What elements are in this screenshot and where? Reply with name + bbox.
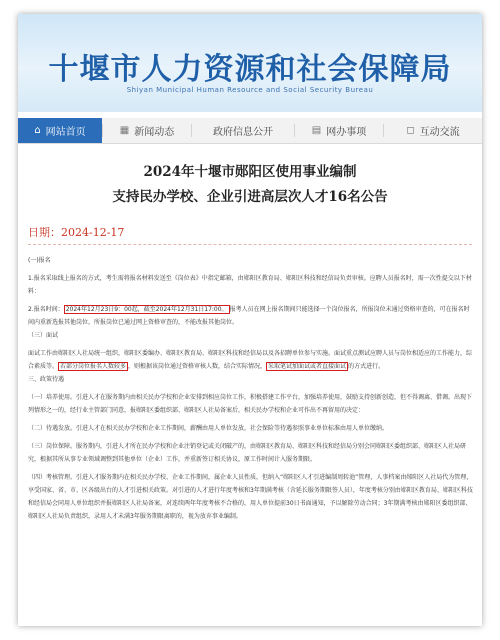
paragraph: [28, 303, 474, 329]
text-span: 2.报名时间：: [28, 306, 64, 313]
article-title-line1: 2024年十堰市郧阳区使用事业编制: [143, 164, 357, 180]
paragraph: （一）培养使用。引进人才在服务期内由相关民办学校和企业安排到相应岗位工作，积极搭建工作平台，加强培养使用，鼓励支持创新创造，但不得调离、借调。出现下列情形之一的，经行业主管部门同意，报郧阳区委组织部、郧阳区人社局备案后，相关民办学校和企业可作出不再留用的决定：: [28, 394, 473, 414]
page-frame: [18, 14, 482, 626]
main-nav: [18, 118, 482, 144]
nav-item-online-services[interactable]: [295, 118, 383, 143]
highlighted-phrase: 采取笔试加面试或者直接面试: [268, 363, 347, 370]
nav-label: 政府信息公开: [213, 127, 273, 138]
home-icon: ⌂: [34, 125, 41, 136]
paragraph: （二）待遇发放。引进人才在相关民办学校和企业工作期间，薪酬由用人单位发放，社会保险等待遇参照事业单位标准由用人单位缴纳。: [28, 425, 389, 432]
text-span: ，则根据该岗位通过资格审核人数，结合实际情况，: [128, 363, 267, 370]
article-body: [28, 254, 474, 523]
paragraph: 1.报名采取线上报名的方式，考生需将报名材料发送至《岗位表》中指定邮箱，由郧阳区教育局、郧阳区科技和经信局负责审核。应聘人员报名时，需一次性提交以下材料：: [28, 275, 472, 295]
document-icon: ▤: [311, 125, 322, 136]
nav-label: 互动交流: [419, 127, 460, 138]
paragraph: (一)报名: [28, 257, 51, 264]
article-date: 日期：2024-12-17: [28, 226, 125, 239]
section-heading: 三、政策待遇: [28, 376, 65, 383]
date-divider: [28, 244, 472, 245]
news-icon: ▦: [119, 125, 130, 136]
site-title: 十堰市人力资源和社会保障局: [48, 52, 452, 87]
site-subtitle: Shiyan Municipal Human Resource and Social Security Bureau: [126, 86, 374, 94]
site-banner: [18, 14, 482, 112]
nav-label: 网办事项: [326, 127, 367, 138]
chat-icon: ◻: [406, 125, 415, 136]
highlighted-registration-time: 2024年12月23日9：00起，截至2024年12月31日17:00。: [65, 306, 228, 313]
nav-label: 新闻动态: [134, 127, 175, 138]
paragraph: [28, 347, 474, 373]
nav-item-interaction[interactable]: [384, 118, 482, 143]
text-span: 面试工作由郧阳区人社局统一组织，郧阳区委编办、郧阳区教育局、郧阳区科技和经信局以及各招聘单位参与实施。面试重点测试应聘人员与岗位相适应的工作能力，综合素质等。: [28, 350, 473, 370]
nav-item-gov-info[interactable]: [192, 118, 294, 143]
paragraph: （四）考核管理。引进人才服务期内在相关民办学校、企业工作期间，属企业人员性质，但纳入“郧阳区人才引进编制周转池”管理，人事档案由郧阳区人社局代为管理，享受国家、省、市、区各级出台的人才引进相关政策。对引进的人才进行年度考核和3年期满考核（含延长服务期限签人员），年度考核分别由郧阳区教育局、郧阳区科技和经信局会同用人单位组织并报郧阳区人社局备案，对连续两年年度考核不合格的，用人单位提前30日书面通知，予以解除劳动合同；3年期满考核由郧阳区委组织部、郧阳区人社局负责组织，录用人才未满3年服务期限离职的，视为放弃事业编制。: [28, 474, 473, 520]
text-span: 报考人员在网上报名期间只能选择一个岗位报名，所报岗位未通过资格审查的，可在报名时间内重新选报其他岗位，所报岗位已通过网上资格审查的，不能改报其他岗位。: [28, 306, 470, 326]
paragraph: （三）面试: [28, 332, 59, 339]
highlighted-phrase: 若部分岗位报名人数较多: [60, 363, 127, 370]
nav-item-news[interactable]: [103, 118, 191, 143]
article-title: [18, 162, 482, 208]
text-span: 的方式进行。: [348, 363, 385, 370]
article-title-line2: 支持民办学校、企业引进高层次人才16名公告: [112, 189, 388, 205]
paragraph: （三）岗位保障。服务期内，引进人才所在民办学校和企业注销登记或关闭破产的，由郧阳区教育局、郧阳区科技和经信局分别会同郧阳区委组织部、郧阳区人社局研究，根据其所从事专业领域调整到其他单位（企业）工作，并重新签订相关协议，原工作时间计入服务期限。: [28, 443, 467, 463]
nav-label: 网站首页: [45, 127, 86, 138]
nav-item-home[interactable]: [18, 118, 102, 143]
